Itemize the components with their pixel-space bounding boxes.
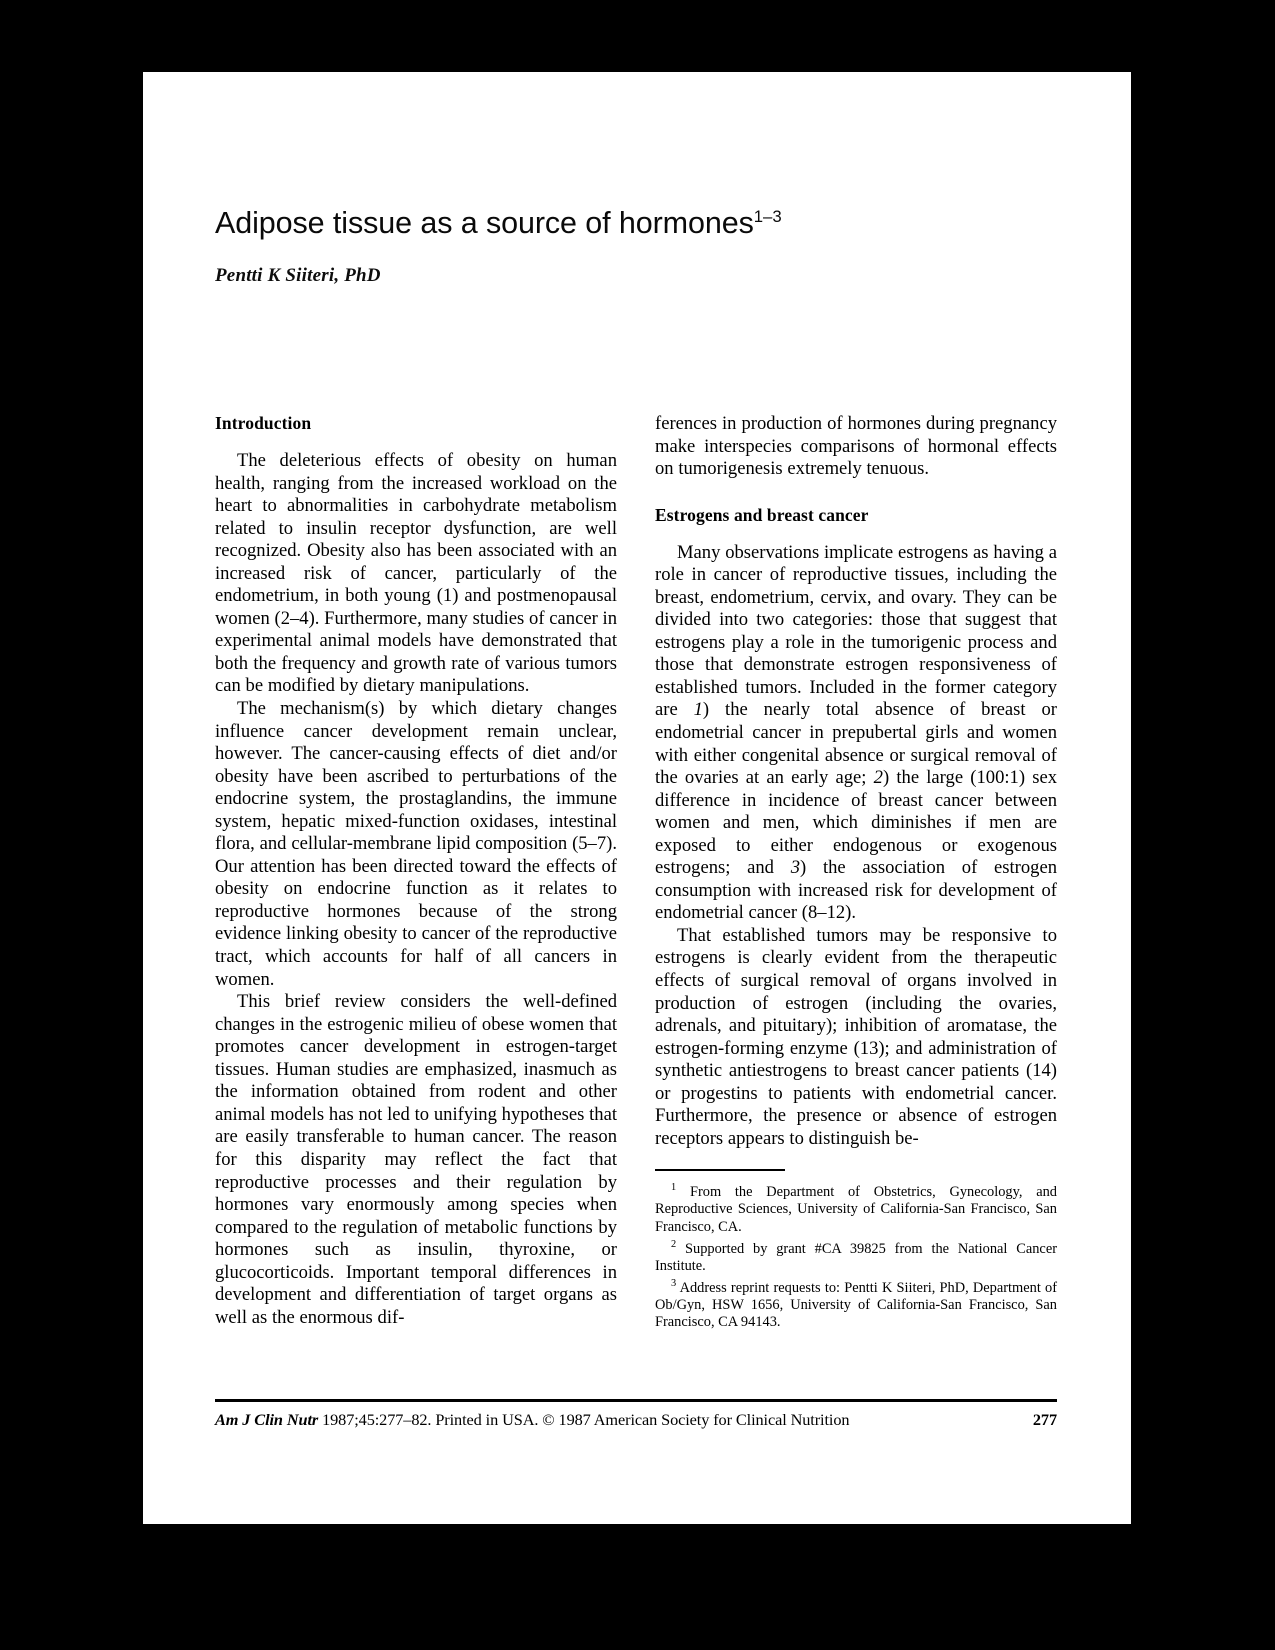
journal-name: Am J Clin Nutr bbox=[215, 1409, 319, 1429]
journal-citation bbox=[215, 1410, 849, 1430]
footnote-text: From the Department of Obstetrics, Gynecology, and Reproductive Sciences, University of California-San Francisco, San Francisco, CA. bbox=[655, 1184, 1057, 1235]
paragraph-segment: Many observations implicate estrogens as having a role in cancer of reproductive tissues, including the breast, endometrium, cervix, and ovary. They can be divided into two categories: those that suggest that estrogens play a role in the tumorigenic process and those that demonstrate estrogen responsiveness of established tumors. Included in the former category are bbox=[655, 541, 1057, 721]
paragraph: The mechanism(s) by which dietary changes influence cancer development remain unclear, however. The cancer-causing effects of diet and/or obesity have been ascribed to perturbations of the endocrine system, the prostaglandins, the immune system, hepatic mixed-function oxidases, intestinal flora, and cellular-membrane lipid composition (5–7). Our attention has been directed toward the effects of obesity on endocrine function as it relates to reproductive hormones because of the strong evidence linking obesity to cancer of the reproductive tract, which accounts for half of all cancers in women. bbox=[215, 698, 617, 990]
paragraph-segment: ) the association of estrogen consumption with increased risk for development of endometrial cancer (8–12). bbox=[655, 857, 1057, 924]
enumeration-marker-3: 3 bbox=[790, 857, 801, 879]
footer-separator-rule bbox=[215, 1399, 1057, 1402]
enumeration-marker-2: 2 bbox=[873, 767, 883, 789]
footnote-separator-rule bbox=[655, 1169, 785, 1171]
footnote-marker: 2 bbox=[671, 1238, 677, 1250]
section-heading-introduction: Introduction bbox=[215, 413, 312, 433]
paragraph: That established tumors may be responsive to estrogens is clearly evident from the therapeutic effects of surgical removal of organs involved in production of estrogen (including the ovaries, adrenals, and pituitary); inhibition of aromatase, the estrogen-forming enzyme (13); and administration of synthetic antiestrogens to breast cancer patients (14) or progestins to patients with endometrial cancer. Furthermore, the presence or absence of estrogen receptors appears to distinguish be- bbox=[655, 924, 1057, 1149]
footnote-item bbox=[655, 1275, 1057, 1331]
paragraph: This brief review considers the well-defined changes in the estrogenic milieu of obese women that promotes cancer development in estrogen-target tissues. Human studies are emphasized, inasmuch as the information obtained from rodent and other animal models has not led to unifying hypotheses that are easily transferable to human cancer. The reason for this disparity may reflect the fact that reproductive processes and their regulation by hormones vary enormously among species when compared to the regulation of metabolic functions by hormones such as insulin, thyroxine, or glucocorticoids. Important temporal differences in development and differentiation of target organs as well as the enormous dif- bbox=[215, 991, 617, 1328]
scanned-page-sheet bbox=[143, 72, 1131, 1524]
title-footnote-marker: 1–3 bbox=[753, 206, 782, 226]
footnotes-block bbox=[655, 1169, 1057, 1331]
section-heading-estrogens-and-breast-cancer: Estrogens and breast cancer bbox=[655, 504, 869, 525]
article-columns bbox=[215, 413, 1057, 1331]
page-content-area bbox=[215, 207, 1057, 1457]
footnote-item bbox=[655, 1179, 1057, 1235]
author-byline: Pentti K Siiteri, PhD bbox=[215, 264, 381, 286]
page-footer bbox=[215, 1399, 1057, 1430]
paragraph bbox=[655, 542, 1057, 925]
paragraph-continuation: ferences in production of hormones during pregnancy make interspecies comparisons of hormonal effects on tumorigenesis extremely tenuous. bbox=[655, 413, 1057, 480]
page-number: 277 bbox=[1032, 1409, 1057, 1429]
footnote-marker: 1 bbox=[671, 1182, 677, 1194]
enumeration-marker-1: 1 bbox=[693, 699, 703, 721]
column-left bbox=[215, 413, 617, 1331]
footnote-text: Supported by grant #CA 39825 from the National Cancer Institute. bbox=[655, 1240, 1057, 1274]
page-title bbox=[215, 207, 1057, 241]
footer-line bbox=[215, 1410, 1057, 1430]
footnote-marker: 3 bbox=[671, 1278, 677, 1290]
paragraph-segment: ) the nearly total absence of breast or endometrial cancer in prepubertal girls and women with either congenital absence or surgical removal of the ovaries at an early age; bbox=[655, 699, 1057, 789]
column-right bbox=[655, 413, 1057, 1331]
citation-details: 1987;45:277–82. Printed in USA. © 1987 American Society for Clinical Nutrition bbox=[318, 1409, 850, 1429]
footnote-text: Address reprint requests to: Pentti K Siiteri, PhD, Department of Ob/Gyn, HSW 1656, University of California-San Francisco, San Francisco, CA 94143. bbox=[655, 1279, 1057, 1331]
article-title-text: Adipose tissue as a source of hormones bbox=[215, 206, 754, 240]
paragraph-segment: ) the large (100:1) sex difference in incidence of breast cancer between women and men, which diminishes if men are exposed to either endogenous or exogenous estrogens; and bbox=[655, 767, 1057, 879]
footnote-item bbox=[655, 1236, 1057, 1275]
paragraph: The deleterious effects of obesity on human health, ranging from the increased workload on the heart to abnormalities in carbohydrate metabolism related to insulin receptor dysfunction, are well recognized. Obesity also has been associated with an increased risk of cancer, particularly of the endometrium, in both young (1) and postmenopausal women (2–4). Furthermore, many studies of cancer in experimental animal models have demonstrated that both the frequency and growth rate of various tumors can be modified by dietary manipulations. bbox=[215, 450, 617, 697]
